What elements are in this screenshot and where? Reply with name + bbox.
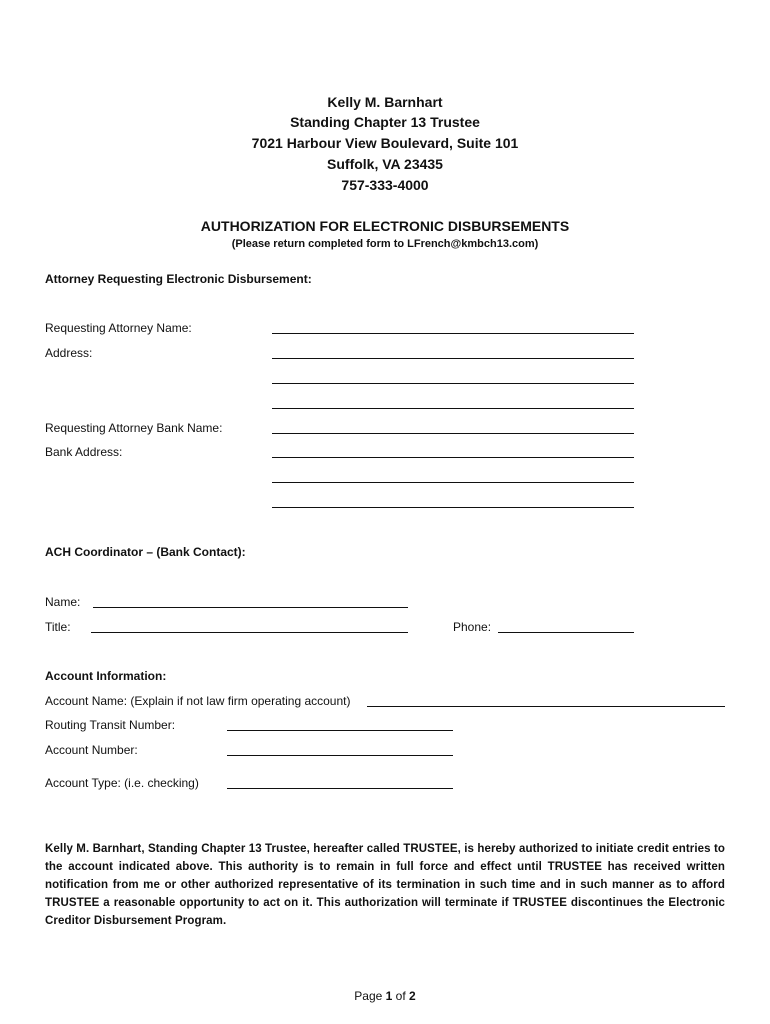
- address-field-line-1[interactable]: [272, 358, 634, 359]
- bank-address-field-line-1[interactable]: [272, 457, 634, 458]
- routing-number-field[interactable]: [227, 730, 453, 731]
- trustee-city: Suffolk, VA 23435: [327, 156, 443, 172]
- account-type-field[interactable]: [227, 788, 453, 789]
- account-number-field[interactable]: [227, 755, 453, 756]
- authorization-paragraph: Kelly M. Barnhart, Standing Chapter 13 Trustee, hereafter called TRUSTEE, is hereby authorized to initiate credit entries to the account indicated above. This authority is to remain in full force and effect until TRUSTEE has received written notification from me or other authorized representative of its termination in such time and in such manner as to afford TRUSTEE a reasonable opportunity to act on it. This authorization will terminate if TRUSTEE discontinues the Electronic Creditor Disbursement Program.: [45, 843, 725, 927]
- attorney-name-label: Requesting Attorney Name:: [45, 321, 192, 335]
- page-total: 2: [409, 989, 416, 1003]
- address-label: Address:: [45, 346, 93, 360]
- ach-title-label: Title:: [45, 620, 71, 634]
- page-number: [0, 989, 770, 1003]
- trustee-role: Standing Chapter 13 Trustee: [290, 114, 480, 130]
- attorney-name-field[interactable]: [272, 333, 634, 334]
- account-number-label: Account Number:: [45, 743, 138, 757]
- ach-name-field[interactable]: [93, 607, 408, 608]
- page-current: 1: [385, 989, 393, 1003]
- attorney-section-heading: Attorney Requesting Electronic Disbursement:: [45, 272, 312, 286]
- form-subtitle: (Please return completed form to LFrench@kmbch13.com): [231, 238, 539, 250]
- routing-number-label: Routing Transit Number:: [45, 718, 176, 732]
- ach-phone-label: Phone:: [453, 620, 492, 634]
- ach-section-heading: ACH Coordinator – (Bank Contact):: [45, 545, 246, 559]
- address-field-line-2[interactable]: [272, 383, 634, 384]
- address-field-line-3[interactable]: [272, 408, 634, 409]
- account-name-field[interactable]: [367, 706, 725, 707]
- form-title: AUTHORIZATION FOR ELECTRONIC DISBURSEMENTS: [200, 218, 570, 234]
- bank-name-label: Requesting Attorney Bank Name:: [45, 421, 223, 435]
- trustee-street: 7021 Harbour View Boulevard, Suite 101: [251, 135, 519, 151]
- page-of: of: [395, 989, 406, 1003]
- account-section-heading: Account Information:: [45, 669, 167, 683]
- trustee-phone: 757-333-4000: [341, 177, 429, 193]
- bank-address-field-line-3[interactable]: [272, 507, 634, 508]
- bank-address-label: Bank Address:: [45, 445, 123, 459]
- bank-name-field[interactable]: [272, 433, 634, 434]
- bank-address-field-line-2[interactable]: [272, 482, 634, 483]
- page-word: Page: [354, 989, 383, 1003]
- ach-phone-field[interactable]: [498, 632, 634, 633]
- trustee-name: Kelly M. Barnhart: [327, 94, 443, 110]
- account-type-label: Account Type: (i.e. checking): [45, 776, 199, 790]
- account-name-label: Account Name: (Explain if not law firm operating account): [45, 694, 351, 708]
- ach-title-field[interactable]: [91, 632, 408, 633]
- ach-name-label: Name:: [45, 595, 81, 609]
